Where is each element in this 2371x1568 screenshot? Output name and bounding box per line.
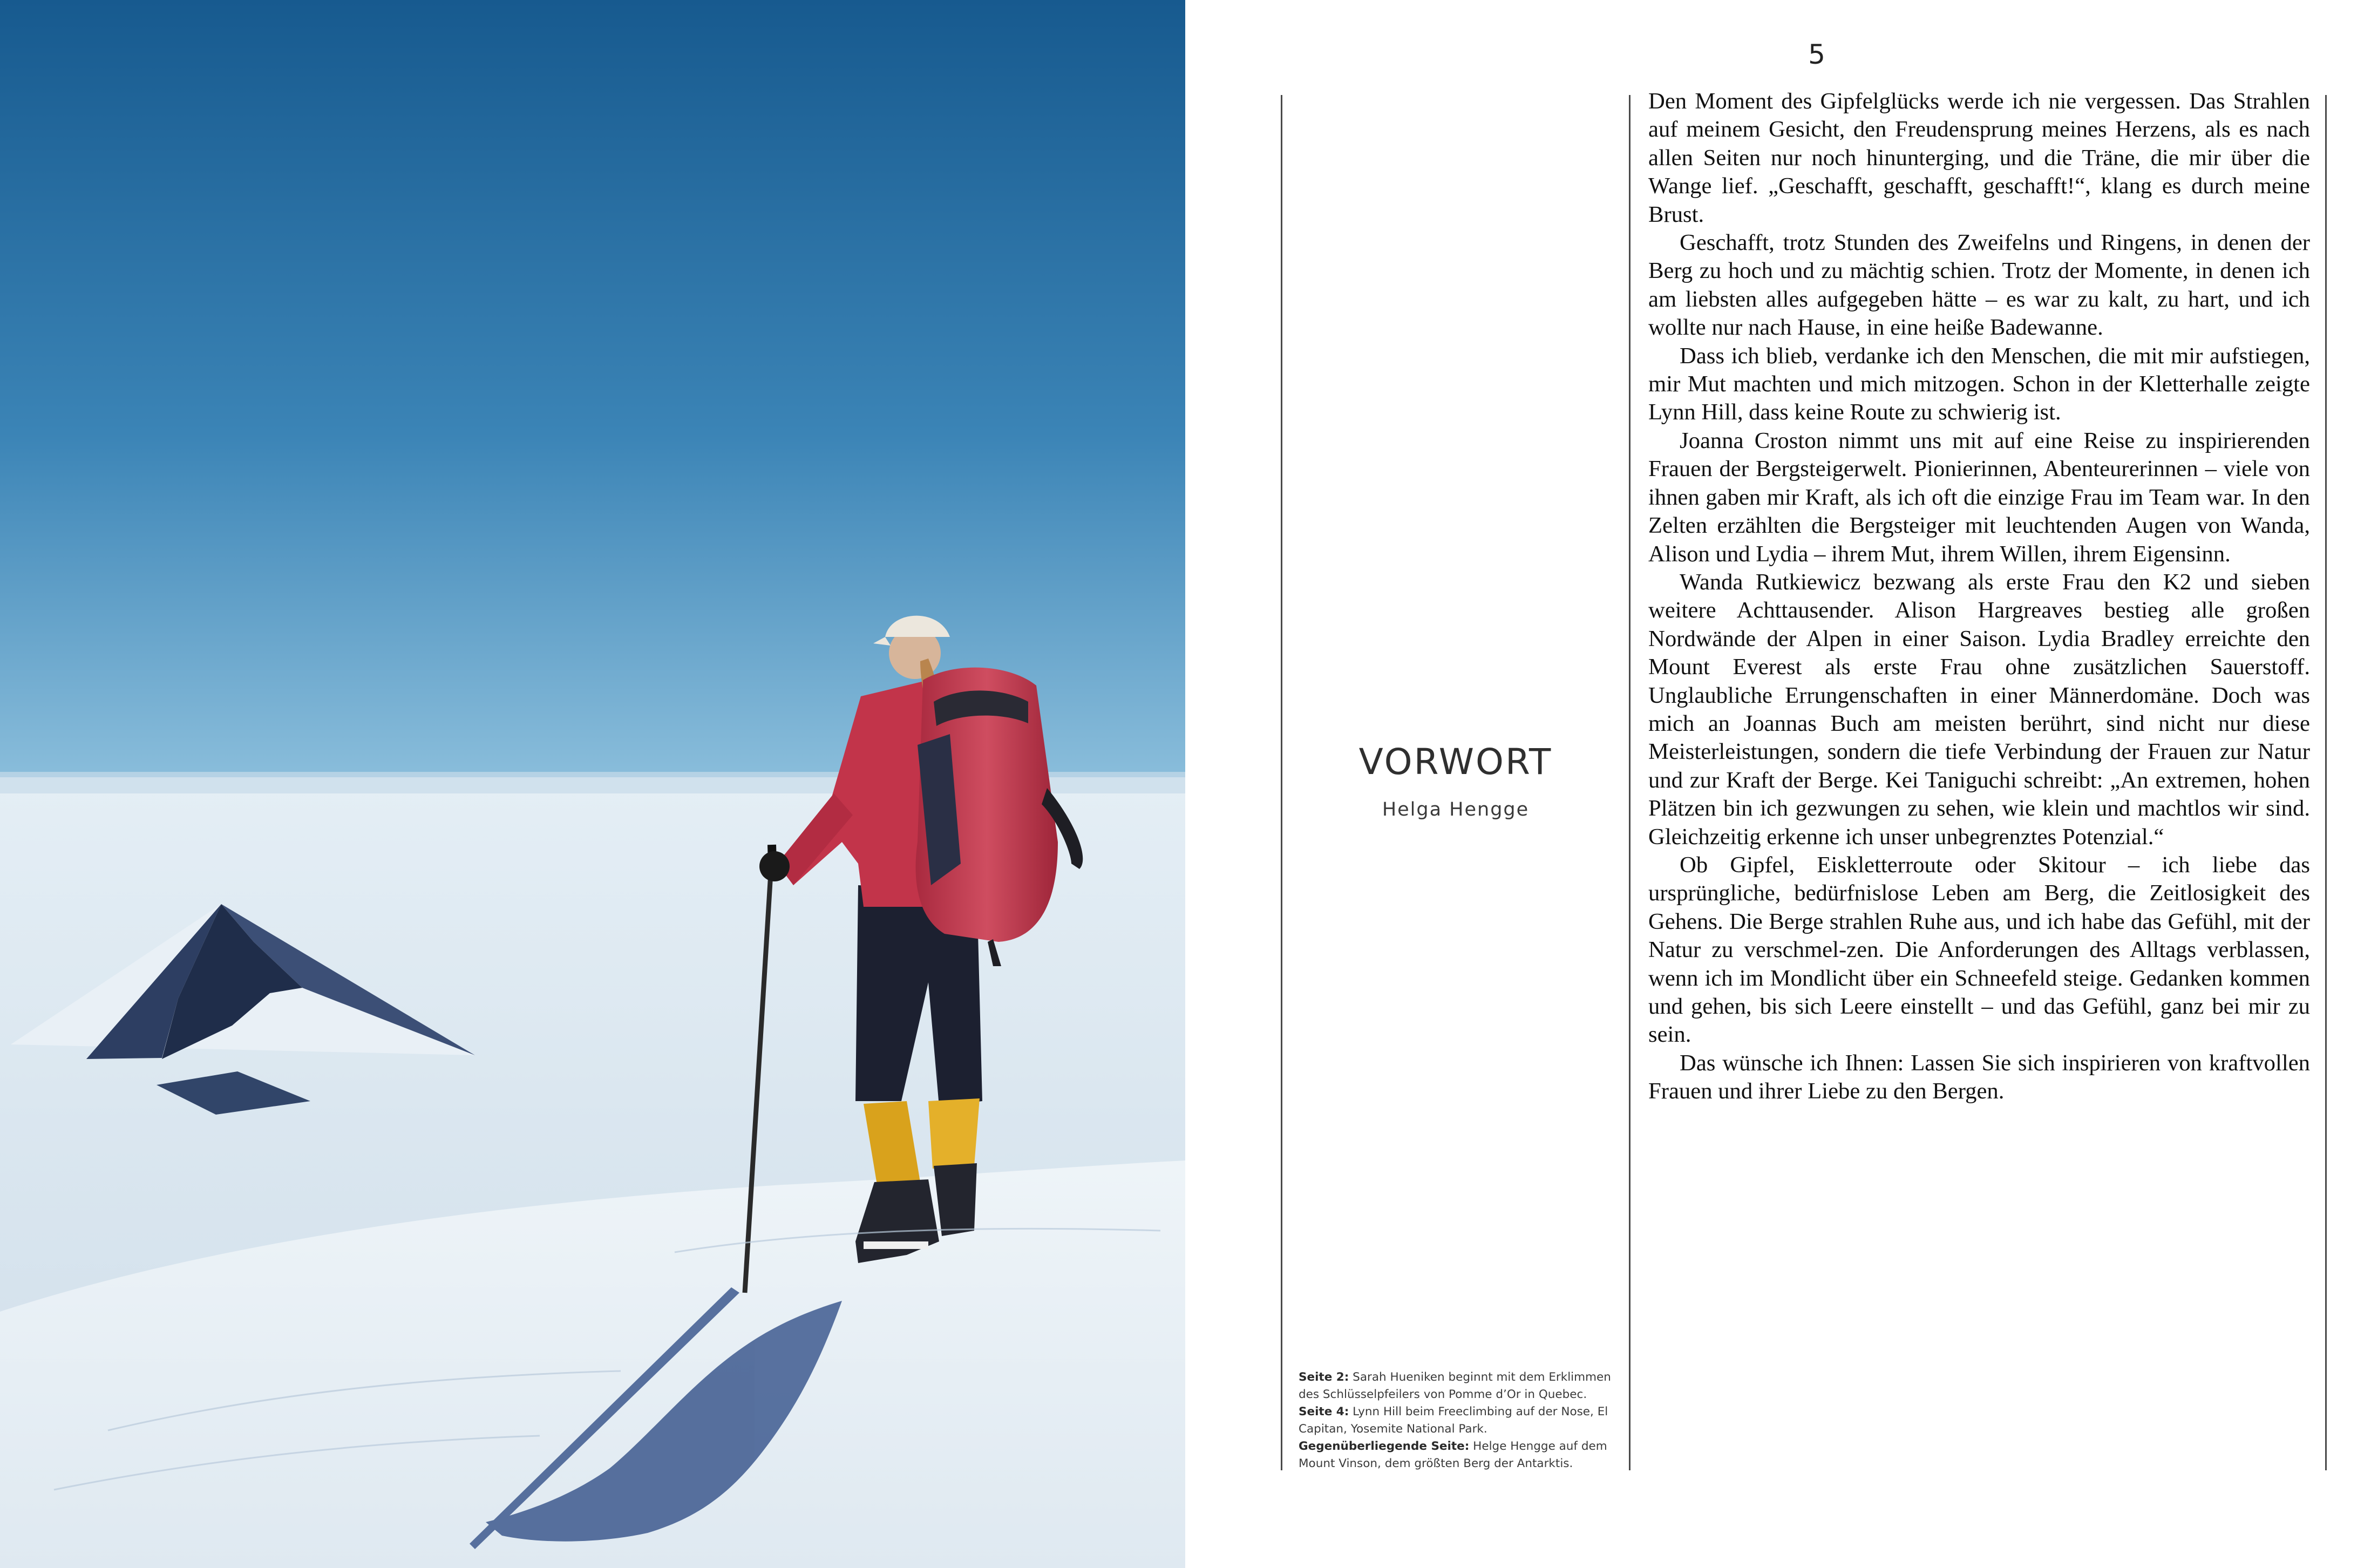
body-paragraph: Geschafft, trotz Stunden des Zweifelns und Ringens, in denen der Berg zu hoch und zu mächtig schien. Trotz der Momente, in denen ich am liebsten alles aufgegeben hätte – es war zu kalt, zu hart, und ich wollte nur nach Hause, in eine heiße Badewanne.	[1648, 230, 2310, 341]
caption-text: Lynn Hill beim Freeclimbing auf der Nose, El Capitan, Yosemite National Park.	[1299, 1405, 1608, 1436]
body-paragraph: Wanda Rutkiewicz bezwang als erste Frau den K2 und sieben weitere Achttausender. Alison Hargreaves bestieg alle großen Nordwände der Alpen in einer Saison. Lydia Bradley erreichte den Mount Everest als erste Frau ohne zusätzlichen Sauerstoff. Unglaubliche Errungenschaften in einer Männerdomäne. Doch was mich an Joannas Buch am meisten berührt, sind nicht nur diese Meisterleistungen, sondern die tiefe Verbindung der Frauen zur Natur und zur Kraft der Berge. Kei Taniguchi schreibt: „An extremen, hohen Plätzen bin ich gezwungen zu sehen, wie klein und machtlos wir sind. Gleichzeitig erkenne ich unser unbegrenztes Potenzial.“	[1648, 569, 2310, 850]
climber-photo	[0, 0, 1185, 1568]
foreword-body	[1648, 87, 2310, 1106]
photo-page	[0, 0, 1185, 1568]
caption-text: Sarah Hueniken beginnt mit dem Erklimmen des Schlüsselpfeilers von Pomme d’Or in Quebec.	[1299, 1370, 1611, 1401]
page-number: 5	[1808, 39, 1825, 70]
caption-label: Gegenüberliegende Seite:	[1299, 1440, 1470, 1453]
sky	[0, 0, 1185, 788]
caption-item	[1299, 1369, 1617, 1403]
caption-label: Seite 4:	[1299, 1405, 1349, 1418]
caption-text: Helge Hengge auf dem Mount Vinson, dem größten Berg der Antarktis.	[1299, 1440, 1607, 1470]
photo-captions	[1299, 1369, 1617, 1472]
column-rule-left	[1281, 95, 1282, 1470]
author-name: Helga Hengge	[1382, 799, 1530, 820]
caption-label: Seite 2:	[1299, 1370, 1349, 1384]
body-paragraph: Dass ich blieb, verdanke ich den Menschen, die mit mir aufstiegen, mir Mut machten und mich mitzogen. Schon in der Kletterhalle zeigte Lynn Hill, dass keine Route zu schwierig ist.	[1648, 343, 2310, 425]
body-paragraph: Den Moment des Gipfelglücks werde ich nie vergessen. Das Strahlen auf meinem Gesicht, den Freudensprung meines Herzens, als es nach allen Seiten nur noch hinunterging, und die Träne, die mir über die Wange lief. „Geschafft, geschafft, geschafft!“, klang es durch meine Brust.	[1648, 89, 2310, 227]
body-paragraph: Ob Gipfel, Eiskletterroute oder Skitour – ich liebe das ursprüngliche, bedürfnislose Leben am Berg, die Zeitlosigkeit des Gehens. Die Berge strahlen Ruhe aus, und ich habe das Gefühl, mit der Natur zu verschmel-zen. Die Anforderungen des Alltags verblassen, wenn ich im Mondlicht über ein Schneefeld steige. Gedanken kommen und gehen, bis sich Leere einstellt – und das Gefühl, ganz bei mir zu sein.	[1648, 852, 2310, 1048]
column-rule-middle	[1629, 95, 1631, 1470]
title-block	[1283, 741, 1628, 820]
section-title: VORWORT	[1358, 741, 1553, 783]
column-rule-right	[2325, 95, 2327, 1470]
caption-item	[1299, 1438, 1617, 1472]
caption-item	[1299, 1403, 1617, 1438]
body-paragraph: Joanna Croston nimmt uns mit auf eine Reise zu inspirierenden Frauen der Bergsteigerwelt. Pionierinnen, Abenteurerinnen – viele von ihnen gaben mir Kraft, als ich oft die einzige Frau im Team war. In den Zelten erzählten die Bergsteiger mit leuchtenden Augen von Wanda, Alison und Lydia – ihrem Mut, ihrem Willen, ihrem Eigensinn.	[1648, 427, 2310, 567]
body-paragraph: Das wünsche ich Ihnen: Lassen Sie sich inspirieren von kraftvollen Frauen und ihrer Liebe zu den Bergen.	[1648, 1050, 2310, 1104]
text-page	[1185, 0, 2371, 1568]
